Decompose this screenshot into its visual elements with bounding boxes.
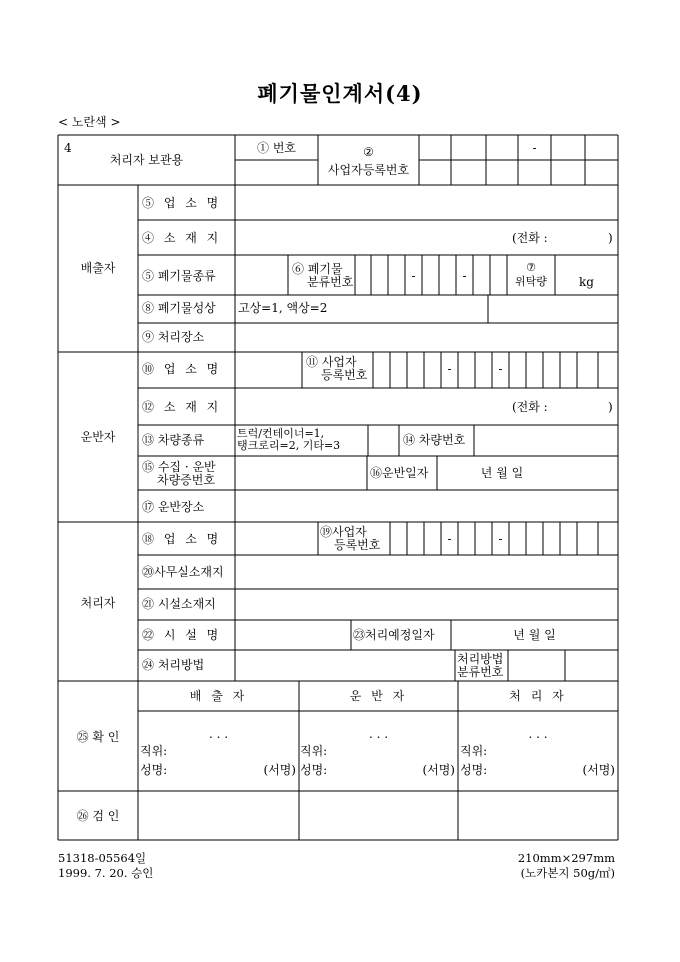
waste-type-label: ⑤ 폐기물종류 [142,269,216,283]
transporter-biz-label-2: 등록번호 [321,368,368,382]
confirm-sign-1: (서명) [263,763,296,777]
paper-size: 210mm×297mm [517,851,615,865]
qty-num: ⑦ [526,261,536,274]
waste-cls-label-2: 분류번호 [307,275,354,289]
vehicle-type-opt-1: 트럭/컨테이너=1, [237,427,325,440]
section-discharger: 배출자 [80,261,116,275]
processor-name-label: ⑱ 업 소 명 [142,532,222,546]
discharger-addr-field[interactable] [236,221,618,255]
inspect-field-1[interactable] [139,792,298,839]
vehicle-type-label: ⑬ 차량종류 [142,433,205,447]
vehicle-cert-label-2: 차량증번호 [157,473,215,487]
discharger-place-field[interactable] [236,324,618,352]
confirm-dots-2: . . . [368,727,389,741]
waste-state-value: 고상=1, 액상=2 [238,301,328,315]
paper-type: (노카본지 50g/㎡) [520,866,615,880]
copy-label: 처리자 보관용 [109,153,184,167]
vehicle-type-opt-2: 탱크로리=2, 기타=3 [237,439,341,452]
confirm-sign-2: (서명) [422,763,455,777]
qty-label: 위탁량 [515,275,547,288]
confirm-dots-1: . . . [208,727,229,741]
confirm-sign-3: (서명) [582,763,615,777]
waste-cls-label-1: ⑥ 폐기물 [292,262,343,276]
transporter-phone-close: ) [608,400,613,414]
discharger-place-label: ⑨ 처리장소 [142,330,205,344]
confirm-col-transporter: 운 반 자 [349,689,408,703]
processor-biz-dash-2: - [498,532,503,546]
qty-unit: kg [579,275,594,289]
section-processor: 처리자 [80,596,116,610]
processor-biz-dash-1: - [447,532,452,546]
section-transporter: 운반자 [80,430,116,444]
discharger-name-field[interactable] [236,186,618,220]
transport-place-label: ⑰ 운반장소 [142,500,205,514]
confirm-name-3: 성명: [460,763,488,777]
number-field[interactable] [236,160,318,185]
confirm-position-3: 직위: [460,744,488,758]
method-cls-label-2: 분류번호 [457,665,504,679]
waste-cls-dash-2: - [462,269,467,283]
confirm-col-discharger: 배 출 자 [189,689,248,703]
transporter-biz-label-1: ⑪ 사업자 [306,355,357,369]
copy-number: 4 [64,141,72,155]
confirm-position-1: 직위: [140,744,168,758]
planned-date-label: ㉓처리예정일자 [353,628,435,642]
discharger-name-label: ⑤ 업 소 명 [142,196,222,210]
discharger-addr-label: ④ 소 재 지 [142,231,222,245]
form-title: 폐기물인계서(4) [257,81,423,106]
inspect-field-3[interactable] [459,792,617,839]
processor-biz-label-1: ⑲사업자 [320,525,367,539]
vehicle-no-label: ⑭ 차량번호 [403,433,466,447]
bizno-num: ② [363,145,374,159]
confirm-position-2: 직위: [300,744,328,758]
confirm-name-1: 성명: [140,763,168,777]
transporter-biz-dash-2: - [498,362,503,376]
discharger-phone-close: ) [608,231,613,245]
inspect-field-2[interactable] [300,792,457,839]
office-addr-label: ⑳사무실소재지 [142,565,224,579]
approval-date: 1999. 7. 20. 승인 [58,866,154,880]
transporter-name-label: ⑩ 업 소 명 [142,362,222,376]
confirm-label: ㉕ 확 인 [76,730,120,744]
form-number: 51318-05564일 [58,851,147,865]
number-label: ① 번호 [257,141,296,155]
transport-date-value: 년 월 일 [480,466,524,480]
transporter-addr-label: ⑫ 소 재 지 [142,400,222,414]
vehicle-cert-label-1: ⑮ 수집 · 운반 [142,460,216,474]
waste-state-label: ⑧ 폐기물성상 [142,301,216,315]
facility-addr-label: ㉑ 시설소재지 [142,597,216,611]
planned-date-value: 년 월 일 [513,628,556,642]
facility-name-label: ㉒ 시 설 명 [142,628,222,642]
confirm-col-processor: 처 리 자 [509,689,567,703]
transport-date-label: ⑯운반일자 [370,466,429,480]
method-cls-label-1: 처리방법 [457,652,504,666]
transporter-phone-label: (전화 : [512,400,548,414]
waste-cls-dash-1: - [411,269,416,283]
bizno-dash: - [532,141,537,155]
transporter-biz-dash-1: - [447,362,452,376]
color-note: < 노란색 > [58,115,121,129]
confirm-name-2: 성명: [300,763,328,777]
inspect-label: ㉖ 검 인 [76,809,120,823]
confirm-dots-3: . . . [528,727,548,741]
bizno-label: 사업자등록번호 [327,163,410,177]
process-method-label: ㉔ 처리방법 [142,658,205,672]
processor-biz-label-2: 등록번호 [334,538,381,552]
discharger-phone-label: (전화 : [512,231,548,245]
